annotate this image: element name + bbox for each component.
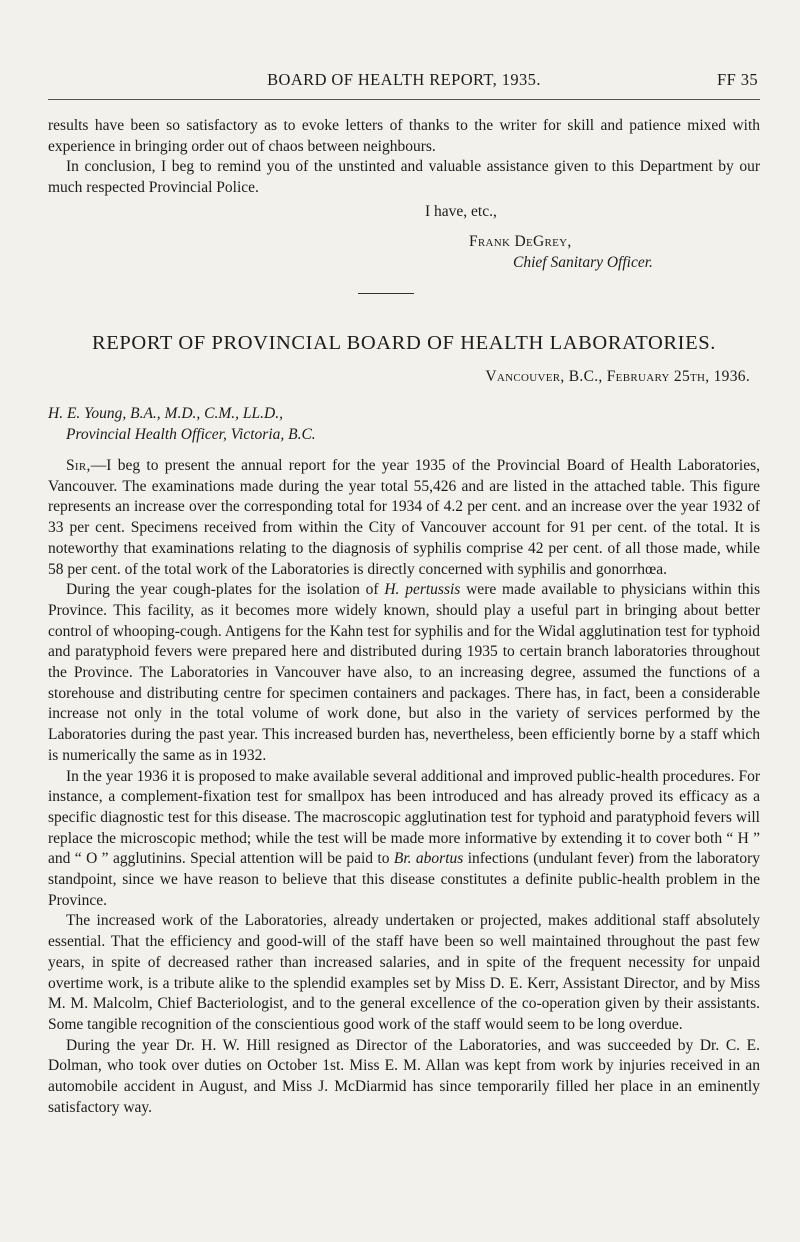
header-rule	[48, 99, 760, 100]
running-title: BOARD OF HEALTH REPORT, 1935.	[267, 70, 541, 89]
organism-name: Br. abortus	[393, 850, 464, 868]
conclusion-paragraph: In conclusion, I beg to remind you of the unstinted and valuable assistance given to this Department by our much respected Provincial Police.	[48, 158, 760, 197]
paragraph-text: During the year cough-plates for the isolation of	[66, 581, 385, 599]
closing-phrase: I have, etc.,	[425, 203, 497, 220]
organism-name: H. pertussis	[384, 581, 461, 599]
carryover-paragraph: results have been so satisfactory as to evoke letters of thanks to the writer for skill and patience mixed with experience in bringing order out of chaos between neighbours.	[48, 117, 760, 155]
paragraph-text: —I beg to present the annual report for the year 1935 of the Provincial Board of Health Laboratories, Vancouver. The examinations made during the year total 55,426 and are listed in the attached table. This figure represents an increase over the corresponding total for 1934 of 4.2 per cent. and an increase over the year 1932 of 33 per cent. Specimens received from within the City of Vancouver account for 91 per cent. of the total. It is noteworthy that examinations relating to the diagnosis of syphilis comprise 42 per cent. of all those made, while 58 per cent. of the total work of the Laboratories is directly concerned with syphilis and gonorrhœa.	[48, 457, 760, 578]
section-divider	[358, 293, 414, 294]
addressee-position: Provincial Health Officer, Victoria, B.C.	[66, 426, 316, 443]
paragraph-personnel-changes: During the year Dr. H. W. Hill resigned as Director of the Laboratories, and was succeeded by Dr. C. E. Dolman, who took over duties on October 1st. Miss E. M. Allan was kept from work by injuries received in an automobile accident in August, and Miss J. McDiarmid has since temporarily filled her place in an eminently satisfactory way.	[48, 1036, 760, 1116]
signatory-name: Frank DeGrey,	[469, 233, 572, 250]
page-number: FF 35	[717, 70, 758, 89]
running-header	[48, 70, 760, 92]
paragraph-staff: The increased work of the Laboratories, already undertaken or projected, makes additional staff absolutely essential. That the efficiency and good-will of the staff have been so well maintained throughout the past few years, in spite of decreased rather than increased salaries, and in spite of the frequent necessity for unpaid overtime work, is a tribute alike to the splendid examples set by Miss D. E. Kerr, Assistant Director, and by Miss M. M. Malcolm, Chief Bacteriologist, and to the general excellence of the co-operation given by their assistants. Some tangible recognition of the conscientious good work of the staff would seem to be long overdue.	[48, 912, 760, 1033]
paragraph-text: infections (undulant fever) from the laboratory standpoint, since we have reason to believe that this disease constitutes a definite public-health problem in the Province.	[48, 850, 761, 909]
paragraph-text: In the year 1936 it is proposed to make available several additional and improved public-health procedures. For instance, a complement-fixation test for smallpox has been introduced and has already proved its efficacy as a specific diagnostic test for this disease. The macroscopic agglutination test for typhoid and paratyphoid fevers will replace the microscopic method; while the test will be made more informative by extending it to cover both “ H ” and “ O ” agglutinins. Special attention will be paid to	[48, 767, 760, 868]
signatory-title: Chief Sanitary Officer.	[513, 254, 653, 271]
salutation: Sir,	[66, 457, 91, 474]
paragraph-services	[48, 580, 760, 766]
report-body	[48, 456, 760, 1119]
paragraph-text: were made available to physicians within this Province. This facility, as it becomes more widely known, should play a useful part in bringing about better control of whooping-cough. Antigens for the Kahn test for syphilis and for the Widal agglutination test for typhoid and paratyphoid fevers were prepared here and distributed during 1935 to certain branch laboratories throughout the Province. The Laboratories in Vancouver have also, to an increasing degree, assumed the functions of a storehouse and distributing centre for specimen containers and packages. There has, in fact, been a considerable increase not only in the total volume of work done, but also in the variety of services performed by the Laboratories during the past year. This increased burden has, nevertheless, been efficiently borne by a staff which is numerically the same as in 1932.	[48, 581, 760, 764]
paragraph-proposals	[48, 767, 760, 912]
paragraph-annual-summary	[48, 456, 760, 580]
section-title: REPORT OF PROVINCIAL BOARD OF HEALTH LABORATORIES.	[92, 332, 716, 354]
dateline: Vancouver, B.C., February 25th, 1936.	[485, 368, 750, 385]
addressee-name: H. E. Young, B.A., M.D., C.M., LL.D.,	[48, 405, 283, 422]
carryover-text	[48, 116, 760, 199]
